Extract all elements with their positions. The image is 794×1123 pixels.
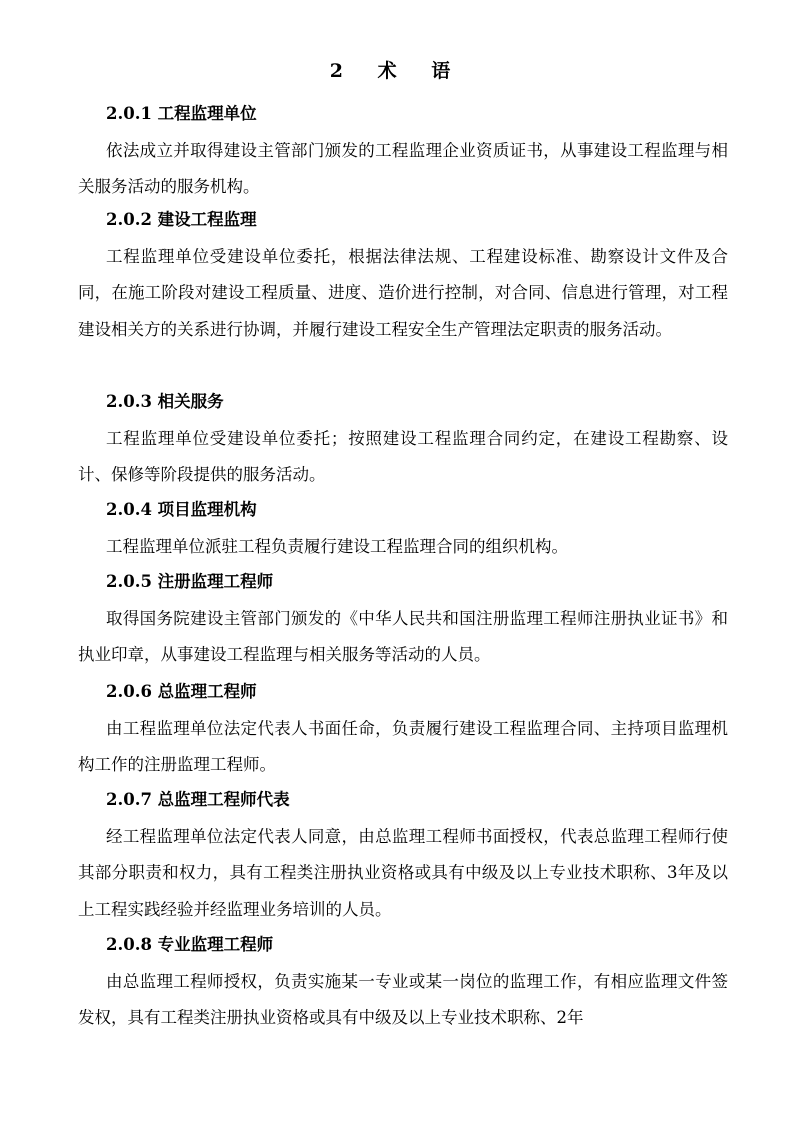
- term-definition: 工程监理单位受建设单位委托，根据法律法规、工程建设标准、勘察设计文件及合同，在施工阶段对建设工程质量、进度、造价进行控制，对合同、信息进行管理，对工程建设相关方的关系进行协调，并履行建设工程安全生产管理法定职责的服务活动。: [78, 247, 728, 339]
- term-heading: 2.0.1 工程监理单位: [106, 104, 257, 123]
- term-heading: 2.0.4 项目监理机构: [106, 500, 257, 519]
- chapter-title: 2 术 语: [329, 60, 465, 82]
- term-heading: 2.0.3 相关服务: [106, 392, 224, 411]
- term-definition: 工程监理单位受建设单位委托；按照建设工程监理合同约定，在建设工程勘察、设计、保修等阶段提供的服务活动。: [78, 429, 728, 485]
- term-2-0-6: [78, 680, 728, 784]
- term-heading: 2.0.6 总监理工程师: [106, 682, 257, 701]
- term-2-0-7: [78, 788, 728, 928]
- term-2-0-4: [78, 498, 728, 565]
- term-heading: 2.0.8 专业监理工程师: [106, 935, 274, 954]
- term-2-0-2: [78, 208, 728, 348]
- term-heading: 2.0.5 注册监理工程师: [106, 572, 274, 591]
- term-definition: 工程监理单位派驻工程负责履行建设工程监理合同的组织机构。: [106, 537, 568, 556]
- term-2-0-1: [78, 102, 728, 206]
- term-2-0-8: [78, 933, 728, 1037]
- term-2-0-3: [78, 390, 728, 494]
- term-heading: 2.0.7 总监理工程师代表: [106, 790, 290, 809]
- term-definition: 取得国务院建设主管部门颁发的《中华人民共和国注册监理工程师注册执业证书》和执业印章，从事建设工程监理与相关服务等活动的人员。: [78, 609, 728, 665]
- term-definition: 由工程监理单位法定代表人书面任命，负责履行建设工程监理合同、主持项目监理机构工作的注册监理工程师。: [78, 719, 728, 775]
- term-definition: 经工程监理单位法定代表人同意，由总监理工程师书面授权，代表总监理工程师行使其部分职责和权力，具有工程类注册执业资格或具有中级及以上专业技术职称、3年及以上工程实践经验并经监理业务培训的人员。: [78, 827, 728, 919]
- term-2-0-5: [78, 570, 728, 674]
- term-definition: 依法成立并取得建设主管部门颁发的工程监理企业资质证书，从事建设工程监理与相关服务活动的服务机构。: [78, 141, 728, 197]
- term-heading: 2.0.2 建设工程监理: [106, 210, 257, 229]
- term-definition: 由总监理工程师授权，负责实施某一专业或某一岗位的监理工作，有相应监理文件签发权，具有工程类注册执业资格或具有中级及以上专业技术职称、2年: [78, 972, 728, 1028]
